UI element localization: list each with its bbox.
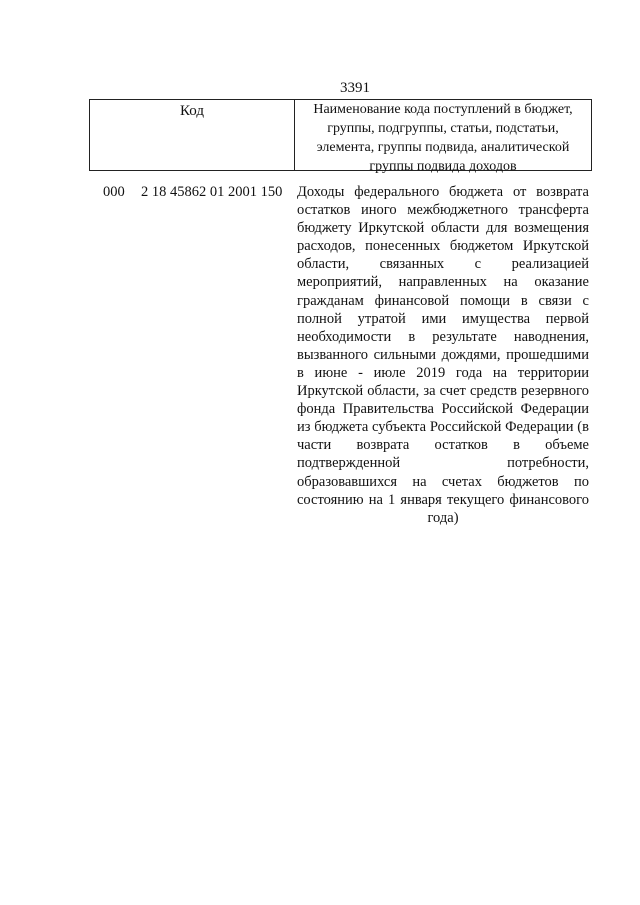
page-number: 3391: [340, 80, 370, 96]
row-admin-code: 000: [103, 184, 125, 200]
table-header: [89, 99, 592, 174]
row-income-code: 2 18 45862 01 2001 150: [141, 184, 283, 200]
row-description: Доходы федерального бюджета от возврата остатков иного межбюджетного трансферта бюджету Иркутской области для возмещения расходов, понесенных бюджетом Иркутской области, связанных с реализацией мероприятий, направленных на оказание гражданам финансовой помощи в связи с полной утратой ими имущества первой необходимости в результате наводнения, вызванного сильными дождями, прошедшими в июне - июле 2019 года на территории Иркутской области, за счет средств резервного фонда Правительства Российской Федерации из бюджета субъекта Российской Федерации (в части возврата остатков в объеме подтвержденной потребности, образовавшихся на счетах бюджетов по состоянию на 1 января текущего финансового года): [297, 184, 589, 526]
header-code-column: Код: [90, 100, 295, 170]
table-row: [103, 183, 593, 527]
header-name-column: Наименование кода поступлений в бюджет, группы, подгруппы, статьи, подстатьи, элемента, группы подвида, аналитической группы подвида доходов: [313, 102, 573, 174]
